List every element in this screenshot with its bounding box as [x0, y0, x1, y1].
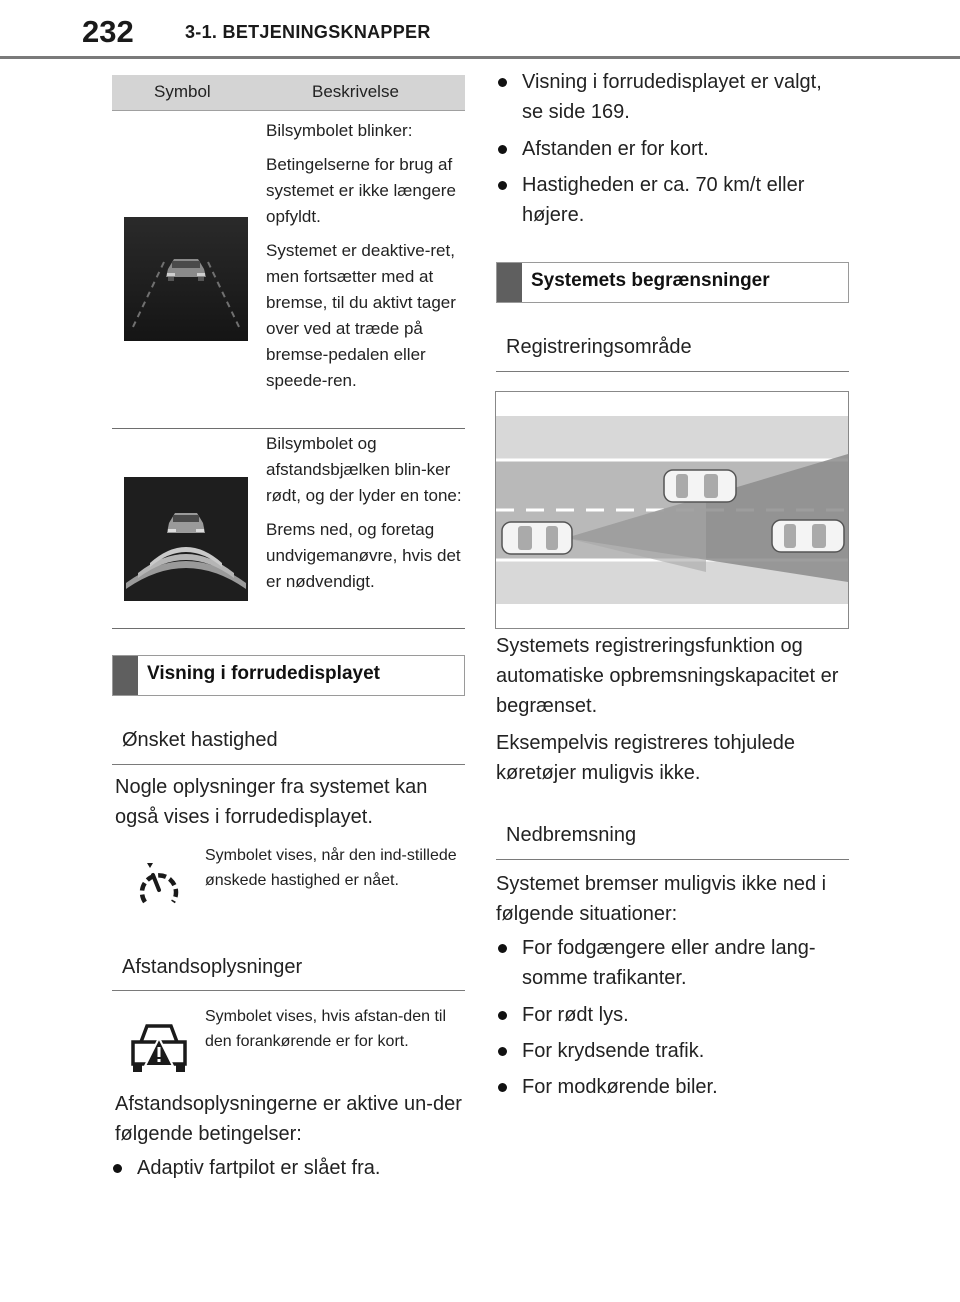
row1-line3: Systemet er deaktive-ret, men fortsætter med at bremse, til du aktivt tager over ved at træde på bremse-pedalen eller speede-ren.: [266, 241, 456, 390]
distance-subheading: Afstandsoplysninger: [122, 956, 303, 978]
row2-description: [266, 431, 462, 603]
table-row-divider: [112, 428, 465, 429]
distance-symbol-text: Symbolet vises, hvis afstan-den til den forankørende er for kort.: [205, 1008, 446, 1050]
desired-speed-subheading: Ønsket hastighed: [122, 729, 278, 751]
speed-symbol-text: Symbolet vises, når den ind-stillede ønskede hastighed er nået.: [205, 847, 457, 889]
list-item: [498, 1072, 850, 1102]
bullet-text: For rødt lys.: [522, 1004, 629, 1026]
bullet-text: For fodgængere eller andre lang-somme trafikanter.: [522, 937, 816, 989]
table-bottom-rule: [112, 628, 465, 629]
list-item: [498, 67, 850, 127]
subheading-rule: [112, 990, 465, 991]
own-car: [502, 522, 572, 554]
bullet-dot: [498, 78, 507, 87]
row1-description: [266, 118, 462, 402]
row1-line1: Bilsymbolet blinker:: [266, 121, 413, 140]
limits-heading-text: Systemets begrænsninger: [531, 270, 770, 291]
hud-intro: Nogle oplysninger fra systemet kan også vises i forrudedisplayet.: [115, 776, 428, 828]
braking-subheading: Nedbremsning: [506, 824, 637, 846]
row2-line2: Brems ned, og foretag undvigemanøvre, hvis det er nødvendigt.: [266, 520, 461, 591]
list-item: [498, 170, 850, 230]
row2-line1: Bilsymbolet og afstandsbjælken blin-ker rødt, og der lyder en tone:: [266, 434, 462, 505]
bullet-dot: [113, 1164, 122, 1173]
detection-text: Systemets registreringsfunktion og automatiske opbremsningskapacitet er begrænset.: [496, 635, 839, 717]
subheading-rule: [112, 764, 465, 765]
car-ahead-left-lane: [664, 470, 736, 502]
table-col-description: Beskrivelse: [312, 82, 399, 101]
row1-line2: Betingelserne for brug af systemet er ikke længere opfyldt.: [266, 155, 456, 226]
bullet-text: Afstanden er for kort.: [522, 138, 709, 160]
car-warning-icon: [131, 1020, 187, 1074]
heading-bar: [497, 263, 522, 302]
page-number: 232: [82, 14, 134, 49]
example-text: Eksempelvis registreres tohjulede køretøjer muligvis ikke.: [496, 732, 796, 784]
list-item: [113, 1153, 463, 1183]
hud-heading-text: Visning i forrudedisplayet: [147, 663, 380, 684]
subheading-rule: [496, 859, 849, 860]
bullet-text: For modkørende biler.: [522, 1076, 718, 1098]
hud-section-heading: [112, 655, 465, 696]
bullet-text: Hastigheden er ca. 70 km/t eller højere.: [522, 174, 805, 226]
distance-active-text: Afstandsoplysningerne er aktive un-der følgende betingelser:: [115, 1093, 462, 1145]
detection-subheading: Registreringsområde: [506, 336, 692, 358]
list-item: [498, 1000, 850, 1030]
bullet-dot: [498, 1011, 507, 1020]
list-item: [498, 1036, 850, 1066]
list-item: [498, 134, 850, 164]
table-col-symbol: Symbol: [154, 82, 211, 101]
speedometer-icon: [136, 862, 182, 910]
bullet-text: Adaptiv fartpilot er slået fra.: [137, 1157, 381, 1179]
table-header: [112, 75, 465, 111]
bullet-text: Visning i forrudedisplayet er valgt, se side 169.: [522, 71, 822, 123]
limits-section-heading: [496, 262, 849, 303]
subheading-rule: [496, 371, 849, 372]
bullet-dot: [498, 1047, 507, 1056]
heading-bar: [113, 656, 138, 695]
bullet-text: For krydsende trafik.: [522, 1040, 705, 1062]
bullet-dot: [498, 181, 507, 190]
braking-intro: Systemet bremser muligvis ikke ned i følgende situationer:: [496, 873, 827, 925]
detection-area-road-diagram: [495, 391, 849, 629]
red-car-distance-bar-symbol-icon: [124, 477, 248, 601]
bullet-dot: [498, 1083, 507, 1092]
header-rule: [0, 56, 960, 59]
list-item: [498, 933, 850, 993]
section-title: 3-1. BETJENINGSKNAPPER: [185, 22, 431, 42]
bullet-dot: [498, 145, 507, 154]
bullet-dot: [498, 944, 507, 953]
flashing-car-symbol-icon: [124, 217, 248, 341]
car-ahead-same-lane: [772, 520, 844, 552]
